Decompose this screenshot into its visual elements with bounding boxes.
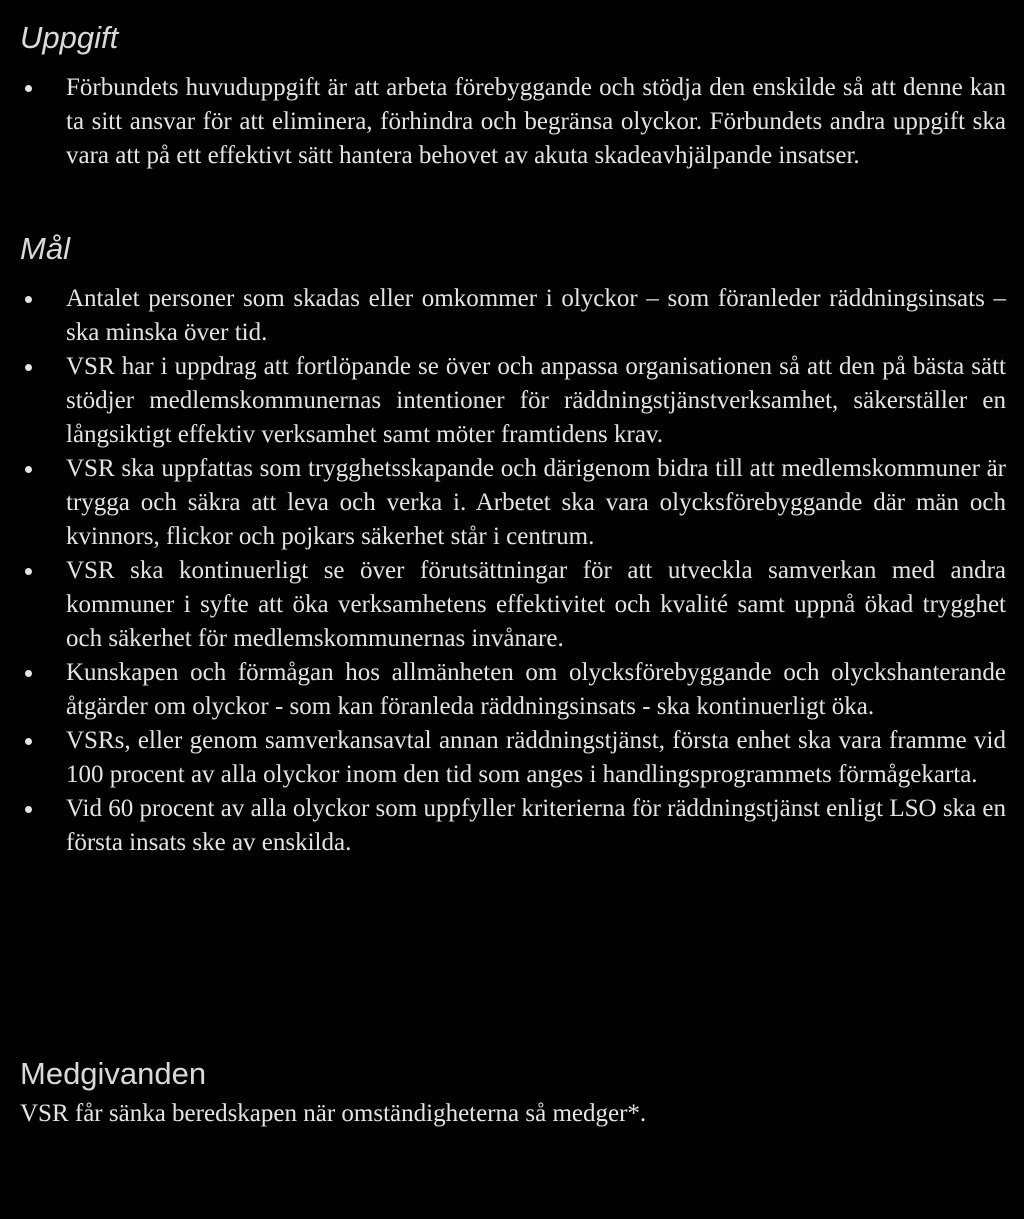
list-item [0, 71, 1024, 173]
bullet-icon [25, 670, 32, 677]
bullet-icon [25, 568, 32, 575]
mal-list [0, 282, 1024, 860]
list-item-text: Kunskapen och förmågan hos allmänheten om olycksförebyggande och olyckshanterande åtgärder om olyckor - som kan föranleda räddningsinsats - ska kontinuerligt öka. [66, 659, 1006, 720]
list-item-text: VSRs, eller genom samverkansavtal annan räddningstjänst, första enhet ska vara framme vid 100 procent av alla olyckor inom den tid som anges i handlingsprogrammets förmågekarta. [66, 727, 1006, 788]
list-item [0, 792, 1024, 860]
list-item [0, 656, 1024, 724]
heading-medgivanden: Medgivanden [20, 1056, 207, 1091]
bullet-icon [25, 466, 32, 473]
bullet-icon [25, 806, 32, 813]
bullet-icon [25, 364, 32, 371]
list-item-text: Vid 60 procent av alla olyckor som uppfyller kriterierna för räddningstjänst enligt LSO ska en första insats ske av enskilda. [66, 795, 1006, 856]
uppgift-list [0, 71, 1024, 173]
bullet-icon [25, 296, 32, 303]
list-item-text: Antalet personer som skadas eller omkommer i olyckor – som föranleder räddningsinsats – ska minska över tid. [66, 285, 1006, 346]
list-item [0, 452, 1024, 554]
medgivanden-text: VSR får sänka beredskapen när omständigheterna så medger*. [20, 1100, 647, 1127]
list-item [0, 724, 1024, 792]
bullet-icon [25, 738, 32, 745]
list-item-text: VSR ska uppfattas som trygghetsskapande och därigenom bidra till att medlemskommuner är trygga och säkra att leva och verka i. Arbetet ska vara olycksförebyggande där män och kvinnors, flickor och pojkars säkerhet står i centrum. [66, 455, 1006, 550]
list-item-text: Förbundets huvuduppgift är att arbeta förebyggande och stödja den enskilde så att denne kan ta sitt ansvar för att eliminera, förhindra och begränsa olyckor. Förbundets andra uppgift ska vara att på ett effektivt sätt hantera behovet av akuta skadeavhjälpande insatser. [66, 74, 1006, 169]
list-item-text: VSR ska kontinuerligt se över förutsättningar för att utveckla samverkan med andra kommuner i syfte att öka verksamhetens effektivitet och kvalité samt uppnå ökad trygghet och säkerhet för medlemskommunernas invånare. [66, 557, 1006, 652]
list-item-text: VSR har i uppdrag att fortlöpande se över och anpassa organisationen så att den på bästa sätt stödjer medlemskommunernas intentioner för räddningstjänstverksamhet, säkerställer en långsiktigt effektiv verksamhet samt möter framtidens krav. [66, 353, 1006, 448]
list-item [0, 554, 1024, 656]
list-item [0, 350, 1024, 452]
heading-uppgift: Uppgift [20, 20, 119, 55]
heading-mal: Mål [20, 231, 70, 266]
bullet-icon [25, 85, 32, 92]
list-item [0, 282, 1024, 350]
